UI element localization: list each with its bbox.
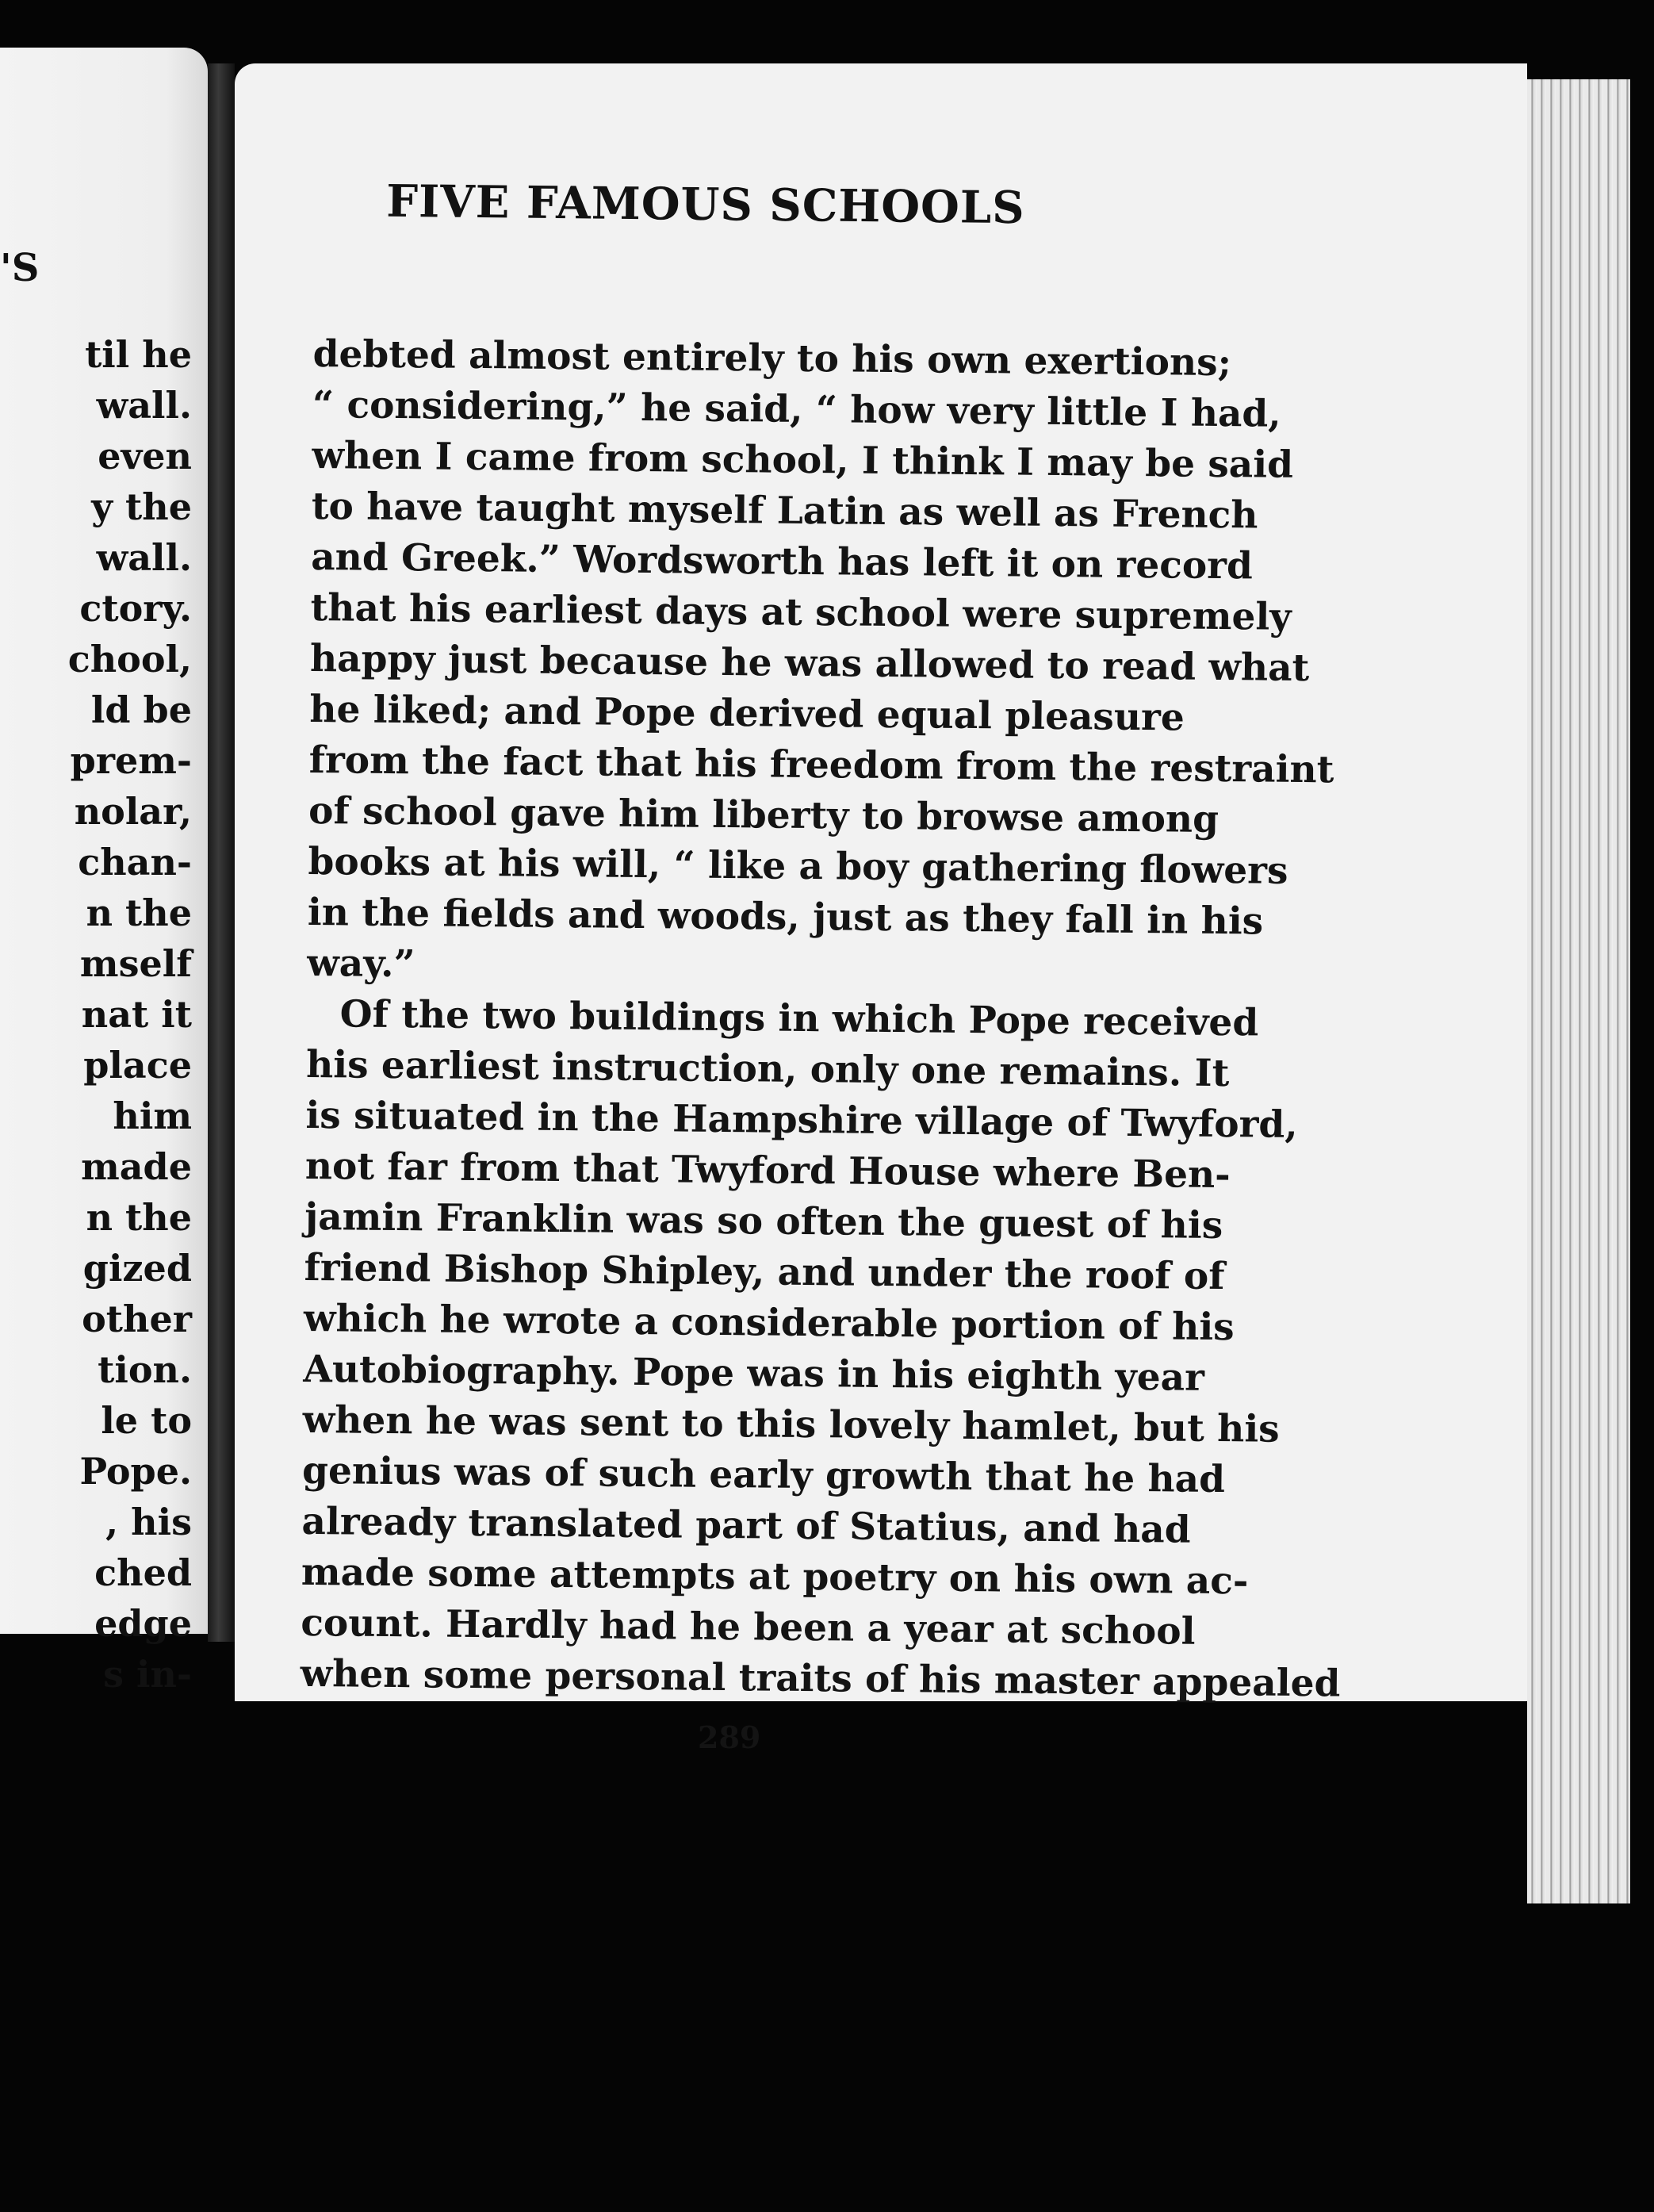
left-page-line: even [98, 435, 192, 477]
text-line: friend Bishop Shipley, and under the roof of [304, 1245, 1225, 1299]
text-line: debted almost entirely to his own exertions; [312, 332, 1232, 385]
left-page-line: edge [94, 1602, 192, 1645]
body-text [300, 329, 1341, 1708]
left-page-line: n the [86, 891, 192, 934]
text-line: when I came from school, I think I may be said [312, 433, 1294, 487]
running-head: FIVE FAMOUS SCHOOLS [385, 174, 1025, 235]
left-page-fragment [0, 48, 208, 1696]
text-line: not far from that Twyford House where Ben- [304, 1144, 1231, 1198]
left-page-line: chan- [78, 841, 192, 884]
left-page-line: other [82, 1298, 192, 1340]
left-page-line: chool, [67, 638, 192, 680]
left-page-line: gized [82, 1247, 192, 1290]
left-page-line: n the [86, 1196, 192, 1239]
text-line: he liked; and Pope derived equal pleasure [309, 687, 1185, 740]
left-page-line: prem- [70, 739, 192, 782]
left-page-line: s in- [103, 1653, 192, 1696]
text-line: his earliest instruction, only one remains. It [305, 1042, 1230, 1096]
left-page-line: ched [94, 1551, 192, 1594]
text-line: happy just because he was allowed to read what [309, 636, 1310, 691]
paragraph-2 [300, 989, 1341, 1708]
text-line: count. Hardly had he been a year at school [301, 1601, 1196, 1654]
left-page-line: ctory. [79, 587, 192, 630]
text-line: genius was of such early growth that he had [301, 1448, 1226, 1502]
text-line: made some attempts at poetry on his own ac- [301, 1550, 1249, 1604]
left-page-line: Pope. [79, 1450, 192, 1493]
left-page-line: le to [101, 1399, 192, 1442]
page-number: 289 [698, 1719, 761, 1755]
left-page-line: ld be [90, 688, 192, 731]
left-page-line: til he [85, 333, 192, 376]
left-page-line: made [81, 1145, 192, 1188]
left-page-heading-fragment: 'S [0, 246, 40, 290]
text-line: from the fact that his freedom from the restraint [308, 738, 1334, 792]
text-line: jamin Franklin was so often the guest of his [304, 1194, 1223, 1248]
left-page-line: wall. [96, 536, 192, 579]
text-line: already translated part of Statius, and had [301, 1499, 1191, 1552]
text-line: “ considering,” he said, “ how very little I had, [312, 382, 1281, 436]
text-line: to have taught myself Latin as well as French [311, 484, 1258, 538]
left-page-line: him [113, 1094, 192, 1137]
text-line: in the fields and woods, just as they fall in his [307, 890, 1264, 944]
left-page-line: nolar, [74, 790, 192, 833]
left-page-line: y the [91, 485, 192, 528]
text-line: that his earliest days at school were supremely [310, 585, 1292, 639]
text-line: Autobiography. Pope was in his eighth year [303, 1347, 1205, 1400]
left-page-line: place [83, 1044, 192, 1087]
text-line: of school gave him liberty to browse among [308, 788, 1219, 841]
left-page-line: wall. [96, 384, 192, 427]
text-line: Of the two buildings in which Pope received [339, 992, 1259, 1045]
left-page-line: , his [105, 1501, 192, 1543]
left-page-line: nat it [81, 993, 192, 1036]
book-gutter [208, 63, 235, 1642]
left-page-line: mself [79, 942, 192, 985]
text-line: when he was sent to this lovely hamlet, but his [302, 1397, 1280, 1451]
text-line: way.” [307, 941, 415, 987]
page-edges [1527, 79, 1630, 1903]
left-page-line: tion. [98, 1348, 192, 1391]
text-line: which he wrote a considerable portion of his [303, 1296, 1235, 1350]
text-line: and Greek.” Wordsworth has left it on record [310, 535, 1254, 588]
paragraph-1 [307, 329, 1334, 997]
text-line: is situated in the Hampshire village of Twyford, [305, 1093, 1298, 1147]
text-line: when some personal traits of his master appealed [300, 1651, 1341, 1706]
text-line: books at his will, “ like a boy gathering flowers [308, 839, 1288, 893]
